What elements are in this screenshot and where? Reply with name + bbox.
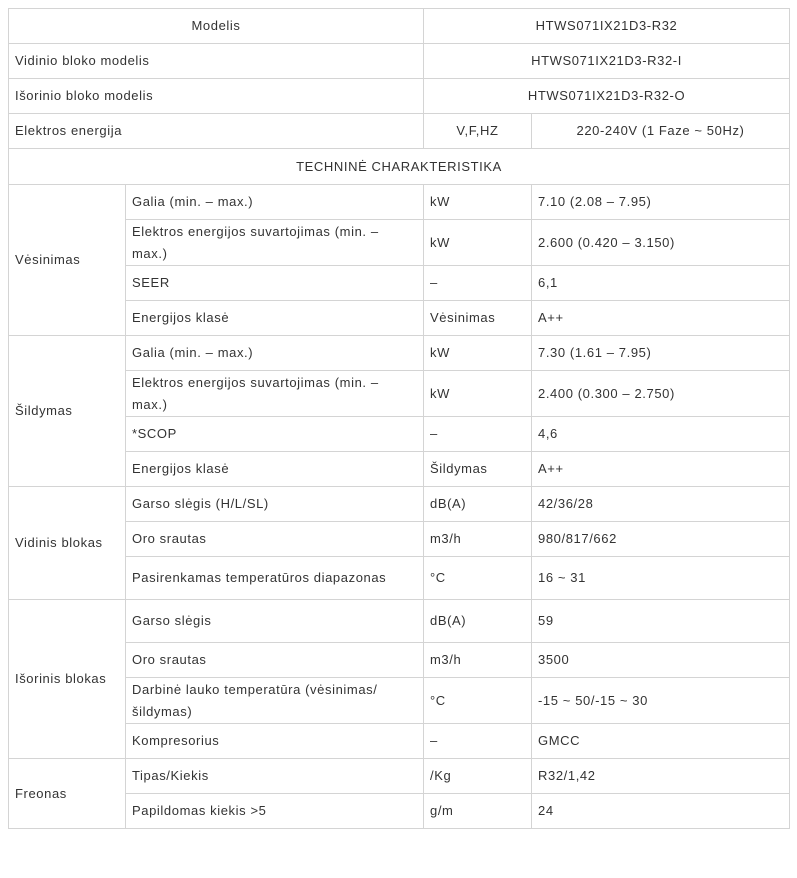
table-row (9, 336, 790, 371)
group-label-refrigerant: Freonas (9, 759, 126, 829)
group-label-outdoor: Išorinis blokas (9, 600, 126, 759)
param-cell: Garso slėgis (126, 600, 424, 643)
model-value: HTWS071IX21D3-R32 (424, 9, 790, 44)
value-cell: 24 (532, 794, 790, 829)
param-cell: Energijos klasė (126, 452, 424, 487)
unit-cell: dB(A) (424, 600, 532, 643)
unit-cell: m3/h (424, 522, 532, 557)
outdoor-model-label: Išorinio bloko modelis (9, 79, 424, 114)
unit-cell: dB(A) (424, 487, 532, 522)
power-unit: V,F,HZ (424, 114, 532, 149)
table-row (9, 301, 790, 336)
param-cell: SEER (126, 266, 424, 301)
table-row (9, 759, 790, 794)
unit-cell: – (424, 266, 532, 301)
param-cell: Tipas/Kiekis (126, 759, 424, 794)
section-title: TECHNINĖ CHARAKTERISTIKA (9, 149, 790, 185)
unit-cell: kW (424, 336, 532, 371)
value-cell: 6,1 (532, 266, 790, 301)
model-row (9, 9, 790, 44)
table-row (9, 371, 790, 417)
unit-cell: kW (424, 185, 532, 220)
param-cell: Galia (min. – max.) (126, 185, 424, 220)
value-cell: 16 ~ 31 (532, 557, 790, 600)
unit-cell: g/m (424, 794, 532, 829)
value-cell: 980/817/662 (532, 522, 790, 557)
param-cell: Elektros energijos suvartojimas (min. – max.) (126, 371, 424, 417)
group-label-heating: Šildymas (9, 336, 126, 487)
table-row (9, 678, 790, 724)
param-cell: Energijos klasė (126, 301, 424, 336)
table-row (9, 220, 790, 266)
param-cell: Galia (min. – max.) (126, 336, 424, 371)
param-cell: Darbinė lauko temperatūra (vėsinimas/šildymas) (126, 678, 424, 724)
unit-cell: kW (424, 371, 532, 417)
table-row (9, 643, 790, 678)
outdoor-model-value: HTWS071IX21D3-R32-O (424, 79, 790, 114)
unit-cell: – (424, 417, 532, 452)
unit-cell: °C (424, 678, 532, 724)
value-cell: 59 (532, 600, 790, 643)
unit-cell: kW (424, 220, 532, 266)
param-cell: Oro srautas (126, 643, 424, 678)
value-cell: 7.30 (1.61 – 7.95) (532, 336, 790, 371)
power-label: Elektros energija (9, 114, 424, 149)
value-cell: 3500 (532, 643, 790, 678)
param-cell: Papildomas kiekis >5 (126, 794, 424, 829)
param-cell: Pasirenkamas temperatūros diapazonas (126, 557, 424, 600)
value-cell: GMCC (532, 724, 790, 759)
section-title-row (9, 149, 790, 185)
table-row (9, 600, 790, 643)
param-cell: Oro srautas (126, 522, 424, 557)
value-cell: R32/1,42 (532, 759, 790, 794)
table-row (9, 417, 790, 452)
table-row (9, 794, 790, 829)
unit-cell: /Kg (424, 759, 532, 794)
param-cell: Elektros energijos suvartojimas (min. – max.) (126, 220, 424, 266)
power-row (9, 114, 790, 149)
value-cell: 2.600 (0.420 – 3.150) (532, 220, 790, 266)
value-cell: 4,6 (532, 417, 790, 452)
unit-cell: – (424, 724, 532, 759)
param-cell: *SCOP (126, 417, 424, 452)
table-row (9, 724, 790, 759)
unit-cell: °C (424, 557, 532, 600)
param-cell: Kompresorius (126, 724, 424, 759)
table-row (9, 487, 790, 522)
model-label: Modelis (9, 9, 424, 44)
group-label-cooling: Vėsinimas (9, 185, 126, 336)
table-row (9, 185, 790, 220)
power-value: 220-240V (1 Faze ~ 50Hz) (532, 114, 790, 149)
value-cell: -15 ~ 50/-15 ~ 30 (532, 678, 790, 724)
table-row (9, 266, 790, 301)
value-cell: 2.400 (0.300 – 2.750) (532, 371, 790, 417)
table-row (9, 557, 790, 600)
indoor-model-value: HTWS071IX21D3-R32-I (424, 44, 790, 79)
value-cell: A++ (532, 301, 790, 336)
outdoor-model-row (9, 79, 790, 114)
unit-cell: Vėsinimas (424, 301, 532, 336)
value-cell: 42/36/28 (532, 487, 790, 522)
unit-cell: m3/h (424, 643, 532, 678)
spec-table (8, 8, 790, 829)
table-row (9, 452, 790, 487)
indoor-model-row (9, 44, 790, 79)
param-cell: Garso slėgis (H/L/SL) (126, 487, 424, 522)
indoor-model-label: Vidinio bloko modelis (9, 44, 424, 79)
group-label-indoor: Vidinis blokas (9, 487, 126, 600)
value-cell: A++ (532, 452, 790, 487)
table-row (9, 522, 790, 557)
unit-cell: Šildymas (424, 452, 532, 487)
value-cell: 7.10 (2.08 – 7.95) (532, 185, 790, 220)
